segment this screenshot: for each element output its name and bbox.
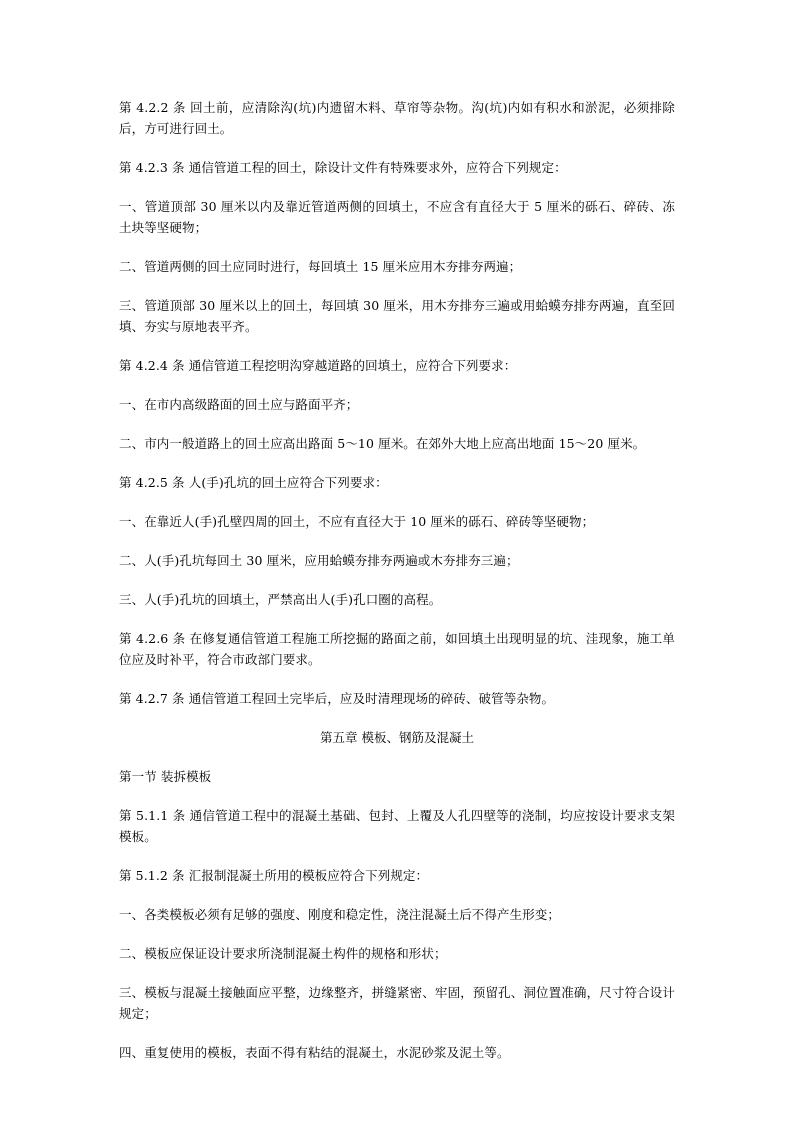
document-body	[119, 97, 675, 1081]
clause-4-2-5: 第 4.2.5 条 人(手)孔坑的回土应符合下列要求：	[119, 475, 388, 490]
clause-4-2-5-item-1: 一、在靠近人(手)孔壁四周的回土，不应有直径大于 10 厘米的砾石、碎砖等坚硬物；	[119, 514, 595, 529]
clause-5-1-2: 第 5.1.2 条 汇报制混凝土所用的模板应符合下列规定：	[119, 868, 429, 883]
clause-4-2-6: 第 4.2.6 条 在修复通信管道工程施工所挖掘的路面之前，如回填土出现明显的坑、洼现象，施工单位应及时补平，符合市政部门要求。	[119, 631, 675, 667]
clause-4-2-7: 第 4.2.7 条 通信管道工程回土完毕后，应及时清理现场的碎砖、破管等杂物。	[119, 691, 555, 706]
clause-4-2-3-item-3: 三、管道顶部 30 厘米以上的回土，每回填 30 厘米，用木夯排夯三遍或用蛤蟆夯排夯两遍，直至回填、夯实与原地表平齐。	[119, 298, 675, 334]
clause-4-2-3-item-2: 二、管道两侧的回土应同时进行，每回填土 15 厘米应用木夯排夯两遍；	[119, 259, 522, 274]
clause-4-2-4-item-2: 二、市内一般道路上的回土应高出路面 5～10 厘米。在郊外大地上应高出地面 15～20 厘米。	[119, 436, 646, 451]
clause-4-2-2: 第 4.2.2 条 回土前，应清除沟(坑)内遗留木料、草帘等杂物。沟(坑)内如有积水和淤泥，必须排除后，方可进行回土。	[119, 100, 675, 136]
section-heading: 第一节 装拆模板	[119, 769, 212, 784]
clause-4-2-5-item-3: 三、人(手)孔坑的回填土，严禁高出人(手)孔口圈的高程。	[119, 592, 442, 607]
clause-4-2-3-item-1: 一、管道顶部 30 厘米以内及靠近管道两侧的回填土，不应含有直径大于 5 厘米的砾石、碎砖、冻土块等坚硬物；	[119, 199, 675, 235]
chapter-heading: 第五章 模板、钢筋及混凝土	[320, 730, 474, 745]
clause-5-1-2-item-4: 四、重复使用的模板，表面不得有粘结的混凝土，水泥砂浆及泥土等。	[119, 1045, 510, 1060]
clause-4-2-4: 第 4.2.4 条 通信管道工程挖明沟穿越道路的回填土，应符合下列要求：	[119, 358, 517, 373]
clause-5-1-2-item-3: 三、模板与混凝土接触面应平整，边缘整齐，拼缝紧密、牢固，预留孔、洞位置准确，尺寸符合设计规定；	[119, 985, 675, 1021]
clause-5-1-2-item-2: 二、模板应保证设计要求所浇制混凝土构件的规格和形状；	[119, 946, 447, 961]
clause-4-2-4-item-1: 一、在市内高级路面的回土应与路面平齐；	[119, 397, 359, 412]
clause-4-2-5-item-2: 二、人(手)孔坑每回土 30 厘米，应用蛤蟆夯排夯两遍或木夯排夯三遍；	[119, 553, 519, 568]
clause-5-1-2-item-1: 一、各类模板必须有足够的强度、刚度和稳定性，浇注混凝土后不得产生形变；	[119, 907, 561, 922]
clause-5-1-1: 第 5.1.1 条 通信管道工程中的混凝土基础、包封、上覆及人孔四壁等的浇制，均应按设计要求支架模板。	[119, 808, 675, 844]
clause-4-2-3: 第 4.2.3 条 通信管道工程的回土，除设计文件有特殊要求外，应符合下列规定：	[119, 160, 567, 175]
